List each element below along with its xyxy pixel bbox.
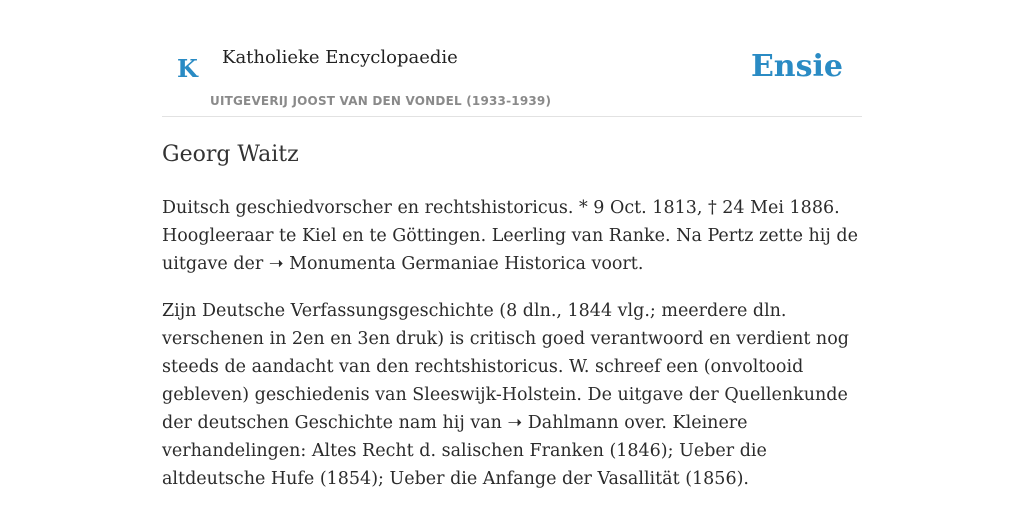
publisher-subtitle: UITGEVERIJ JOOST VAN DEN VONDEL (1933-1939) <box>210 94 552 108</box>
link-dahlmann[interactable]: Dahlmann <box>527 413 619 433</box>
encyclopedia-header <box>162 0 862 117</box>
article-title: Georg Waitz <box>162 142 299 167</box>
article-paragraph-2 <box>162 297 864 493</box>
paragraph-text: voort. <box>585 254 644 274</box>
publication-logo[interactable]: K <box>177 54 198 83</box>
paragraph-text: Zijn Deutsche Verfassungsgeschichte (8 dln., 1844 vlg.; meerdere dln. verschenen in 2en en 3en druk) is critisch goed verantwoord en verdient nog steeds de aandacht van den rechtshistoricus. W. schreef een (onvoltooid gebleven) geschiedenis van Sleeswijk-Holstein. De uitgave der Quellenkunde der deutschen Geschichte nam hij van <box>162 301 849 433</box>
publication-title[interactable]: Katholieke Encyclopaedie <box>222 47 458 68</box>
paragraph-text: Duitsch geschiedvorscher en rechtshistoricus. * 9 Oct. 1813, † 24 Mei 1886. Hoogleeraar te Kiel en te Göttingen. Leerling van Ranke. Na Pertz zette hij de uitgave der <box>162 198 858 274</box>
article-paragraph-1 <box>162 194 864 278</box>
arrow-icon: ➝ <box>507 413 523 433</box>
article <box>162 138 864 512</box>
link-monumenta-germaniae-historica[interactable]: Monumenta Germaniae Historica <box>289 254 586 274</box>
site-brand-logo[interactable]: Ensie <box>750 49 843 84</box>
paragraph-text: over. Kleinere verhandelingen: Altes Recht d. salischen Franken (1846); Ueber die altdeutsche Hufe (1854); Ueber die Anfange der Vasallität (1856). <box>162 413 767 489</box>
arrow-icon: ➝ <box>268 254 284 274</box>
